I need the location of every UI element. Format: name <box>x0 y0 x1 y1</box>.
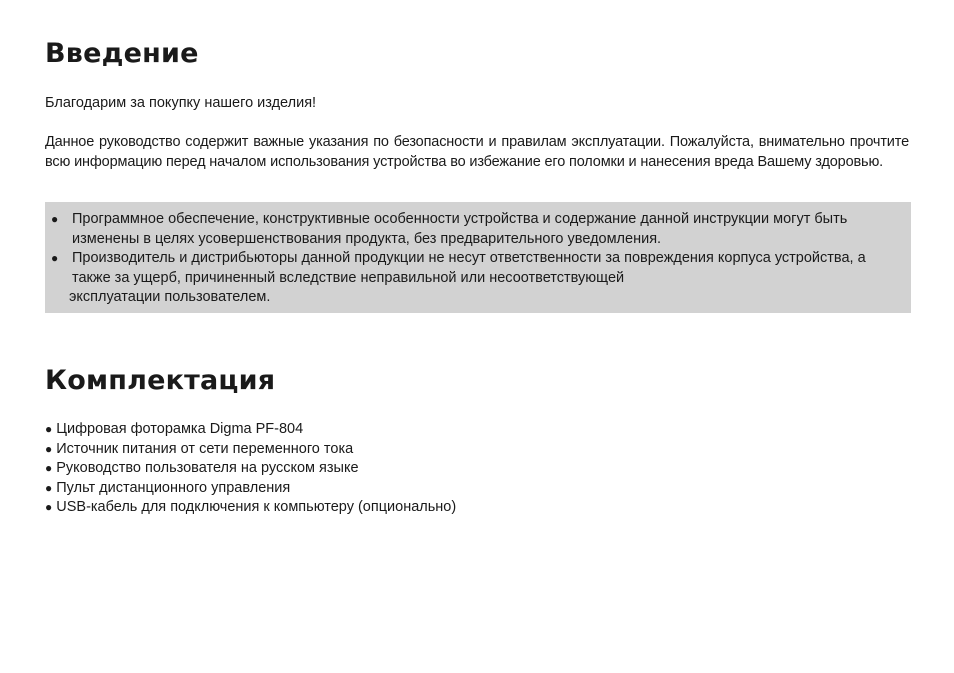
list-item-text: Источник питания от сети переменного тока <box>56 440 354 457</box>
notice-item <box>45 249 872 308</box>
list-item <box>45 459 456 479</box>
list-item <box>45 479 456 499</box>
bullet-icon: ● <box>51 212 59 226</box>
bullet-icon: ● <box>45 461 53 475</box>
kit-heading: Комплектация <box>45 365 276 396</box>
bullet-icon: ● <box>45 500 53 514</box>
thanks-text: Благодарим за покупку нашего изделия! <box>45 95 317 111</box>
notice-text: Программное обеспечение, конструктивные особенности устройства и содержание данной инструкции могут быть изменены в целях усовершенствования продукта, без предварительного уведомления. <box>72 211 848 247</box>
list-item-text: Цифровая фоторамка Digma PF-804 <box>56 421 304 437</box>
notice-list <box>45 202 911 308</box>
intro-heading: Введение <box>45 38 199 69</box>
notice-box <box>45 202 911 313</box>
list-item-text: Руководство пользователя на русском языке <box>56 460 359 476</box>
notice-text: Производитель и дистрибьюторы данной продукции не несут ответственности за повреждения корпуса устройства, а также за ущерб, причиненный вследствие неправильной или несоответствующей <box>72 250 866 286</box>
list-item <box>45 498 456 518</box>
list-item-text: Пульт дистанционного управления <box>56 479 291 496</box>
intro-paragraph: Данное руководство содержит важные указания по безопасности и правилам эксплуатации. Пожалуйста, внимательно прочтите всю информацию перед началом использования устройства во избежание его поломки и нанесения вреда Вашему здоровью. <box>45 134 909 170</box>
notice-text-last-line: эксплуатации пользователем. <box>69 289 271 305</box>
bullet-icon: ● <box>45 441 53 456</box>
notice-item <box>45 210 872 249</box>
kit-list <box>45 420 456 518</box>
list-item <box>45 420 456 440</box>
bullet-icon: ● <box>51 251 59 265</box>
bullet-icon: ● <box>45 422 53 436</box>
list-item-text: USB-кабель для подключения к компьютеру (опционально) <box>56 499 457 515</box>
bullet-icon: ● <box>45 480 53 495</box>
list-item <box>45 440 456 460</box>
